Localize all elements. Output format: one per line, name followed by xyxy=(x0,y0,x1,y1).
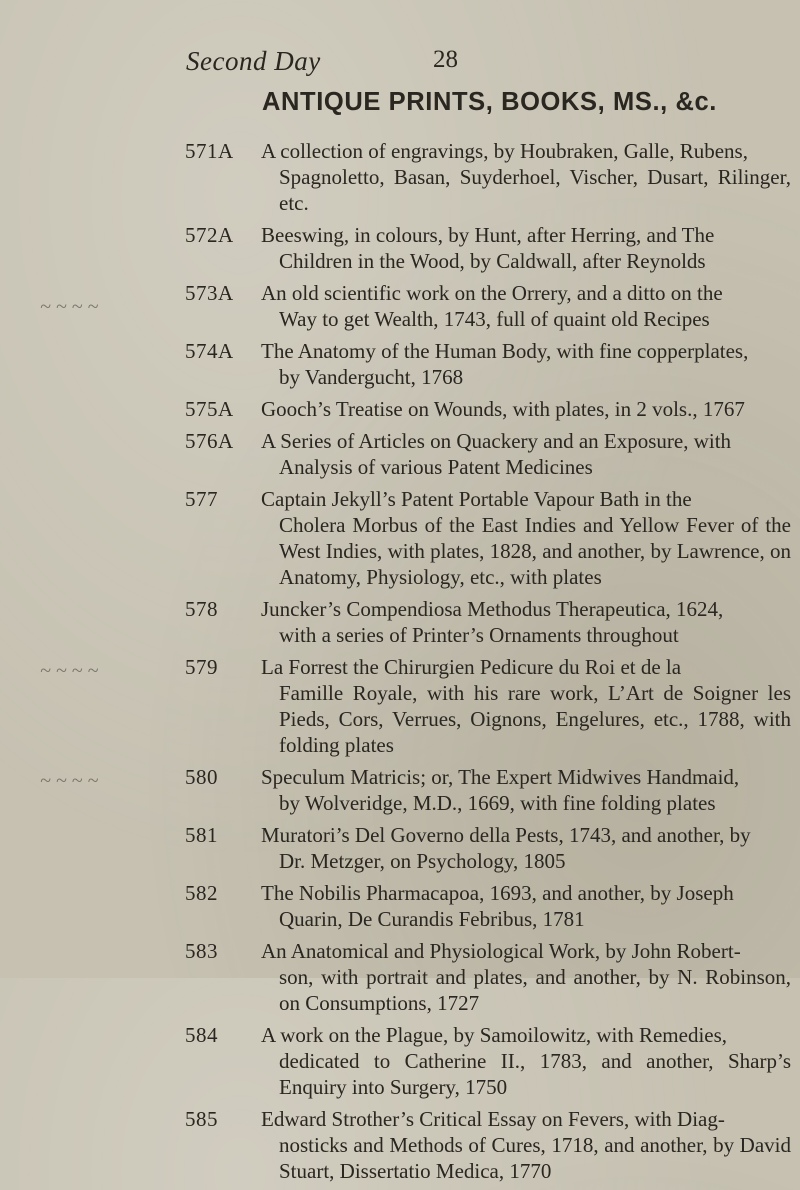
lot-description-first-line: Juncker’s Compendiosa Methodus Therapeutica, 1624, xyxy=(261,597,724,621)
lot-number: 574A xyxy=(185,339,234,363)
lot-description-continuation: nosticks and Methods of Cures, 1718, and another, by David Stuart, Dissertatio Medica, 1770 xyxy=(279,1133,791,1183)
lot-description xyxy=(261,596,791,648)
page-number: 28 xyxy=(433,46,458,73)
lot-entry xyxy=(0,138,800,216)
running-header: Second Day xyxy=(186,46,321,76)
lot-entry xyxy=(0,822,800,874)
pencil-annotation: ~ ~ ~ ~ xyxy=(40,296,99,318)
lot-entry xyxy=(0,1022,800,1100)
lot-entry xyxy=(0,880,800,932)
lot-entry xyxy=(0,764,800,816)
lot-entry xyxy=(0,654,800,758)
lot-number: 579 xyxy=(185,655,218,679)
lot-entry xyxy=(0,396,800,422)
lot-entry xyxy=(0,938,800,1016)
lot-list xyxy=(0,138,800,1190)
lot-description-continuation: by Vandergucht, 1768 xyxy=(279,365,464,389)
lot-description xyxy=(261,822,791,874)
lot-description-first-line: La Forrest the Chirurgien Pedicure du Roi et de la xyxy=(261,655,682,679)
lot-description-first-line: Speculum Matricis; or, The Expert Midwives Handmaid, xyxy=(261,765,740,789)
lot-entry xyxy=(0,486,800,590)
lot-description xyxy=(261,1106,791,1184)
lot-number: 572A xyxy=(185,223,234,247)
lot-number: 580 xyxy=(185,765,218,789)
lot-number: 582 xyxy=(185,881,218,905)
lot-description-continuation: Spagnoletto, Basan, Suyderhoel, Vischer, Dusart, Rilinger, etc. xyxy=(279,165,791,215)
pencil-annotation: ~ ~ ~ ~ xyxy=(40,770,99,792)
lot-number: 571A xyxy=(185,139,234,163)
lot-description-first-line: A collection of engravings, by Houbraken, Galle, Rubens, xyxy=(261,139,748,163)
lot-description xyxy=(261,654,791,758)
lot-description-continuation: with a series of Printer’s Ornaments throughout xyxy=(279,623,679,647)
lot-description xyxy=(261,138,791,216)
lot-description xyxy=(261,486,791,590)
lot-description-continuation: dedicated to Catherine II., 1783, and another, Sharp’s Enquiry into Surgery, 1750 xyxy=(279,1049,791,1099)
lot-description xyxy=(261,1022,791,1100)
lot-description-first-line: An Anatomical and Physiological Work, by John Robert- xyxy=(261,939,741,963)
lot-description-first-line: Edward Strother’s Critical Essay on Fevers, with Diag- xyxy=(261,1107,725,1131)
lot-entry xyxy=(0,280,800,332)
section-title: ANTIQUE PRINTS, BOOKS, MS., &c. xyxy=(262,88,717,116)
lot-entry xyxy=(0,596,800,648)
lot-entry xyxy=(0,338,800,390)
lot-number: 577 xyxy=(185,487,218,511)
lot-number: 578 xyxy=(185,597,218,621)
lot-description xyxy=(261,938,791,1016)
lot-number: 575A xyxy=(185,397,234,421)
lot-number: 573A xyxy=(185,281,234,305)
pencil-annotation: ~ ~ ~ ~ xyxy=(40,660,99,682)
lot-description-continuation: by Wolveridge, M.D., 1669, with fine folding plates xyxy=(279,791,716,815)
lot-description-continuation: Quarin, De Curandis Febribus, 1781 xyxy=(279,907,585,931)
lot-description-first-line: Beeswing, in colours, by Hunt, after Herring, and The xyxy=(261,223,715,247)
lot-number: 585 xyxy=(185,1107,218,1131)
lot-description-first-line: The Nobilis Pharmacapoa, 1693, and another, by Joseph xyxy=(261,881,734,905)
lot-description-continuation: Dr. Metzger, on Psychology, 1805 xyxy=(279,849,566,873)
lot-description-continuation: Famille Royale, with his rare work, L’Art de Soigner les Pieds, Cors, Verrues, Oignons, Engelures, etc., 1788, with folding plates xyxy=(279,681,791,757)
lot-entry xyxy=(0,428,800,480)
lot-description-first-line: Captain Jekyll’s Patent Portable Vapour Bath in the xyxy=(261,487,692,511)
lot-description xyxy=(261,280,791,332)
lot-number: 581 xyxy=(185,823,218,847)
lot-description-continuation: Analysis of various Patent Medicines xyxy=(279,455,593,479)
lot-description-continuation: son, with portrait and plates, and another, by N. Robinson, on Consumptions, 1727 xyxy=(279,965,791,1015)
lot-description-first-line: Gooch’s Treatise on Wounds, with plates, in 2 vols., 1767 xyxy=(261,397,745,421)
lot-description-continuation: Cholera Morbus of the East Indies and Yellow Fever of the West Indies, with plates, 1828, and another, by Lawrence, on Anatomy, Physiology, etc., with plates xyxy=(279,513,791,589)
lot-description-first-line: A work on the Plague, by Samoilowitz, with Remedies, xyxy=(261,1023,728,1047)
lot-description xyxy=(261,222,791,274)
lot-description-continuation: Way to get Wealth, 1743, full of quaint old Recipes xyxy=(279,307,710,331)
lot-description xyxy=(261,396,791,422)
lot-number: 576A xyxy=(185,429,234,453)
lot-entry xyxy=(0,222,800,274)
lot-description-first-line: The Anatomy of the Human Body, with fine copperplates, xyxy=(261,339,749,363)
lot-number: 583 xyxy=(185,939,218,963)
lot-description-continuation: Children in the Wood, by Caldwall, after Reynolds xyxy=(279,249,706,273)
lot-description-first-line: Muratori’s Del Governo della Pests, 1743, and another, by xyxy=(261,823,751,847)
lot-description-first-line: An old scientific work on the Orrery, and a ditto on the xyxy=(261,281,723,305)
lot-entry xyxy=(0,1106,800,1184)
lot-description xyxy=(261,764,791,816)
lot-description xyxy=(261,428,791,480)
lot-description-first-line: A Series of Articles on Quackery and an Exposure, with xyxy=(261,429,732,453)
lot-number: 584 xyxy=(185,1023,218,1047)
lot-description xyxy=(261,338,791,390)
lot-description xyxy=(261,880,791,932)
